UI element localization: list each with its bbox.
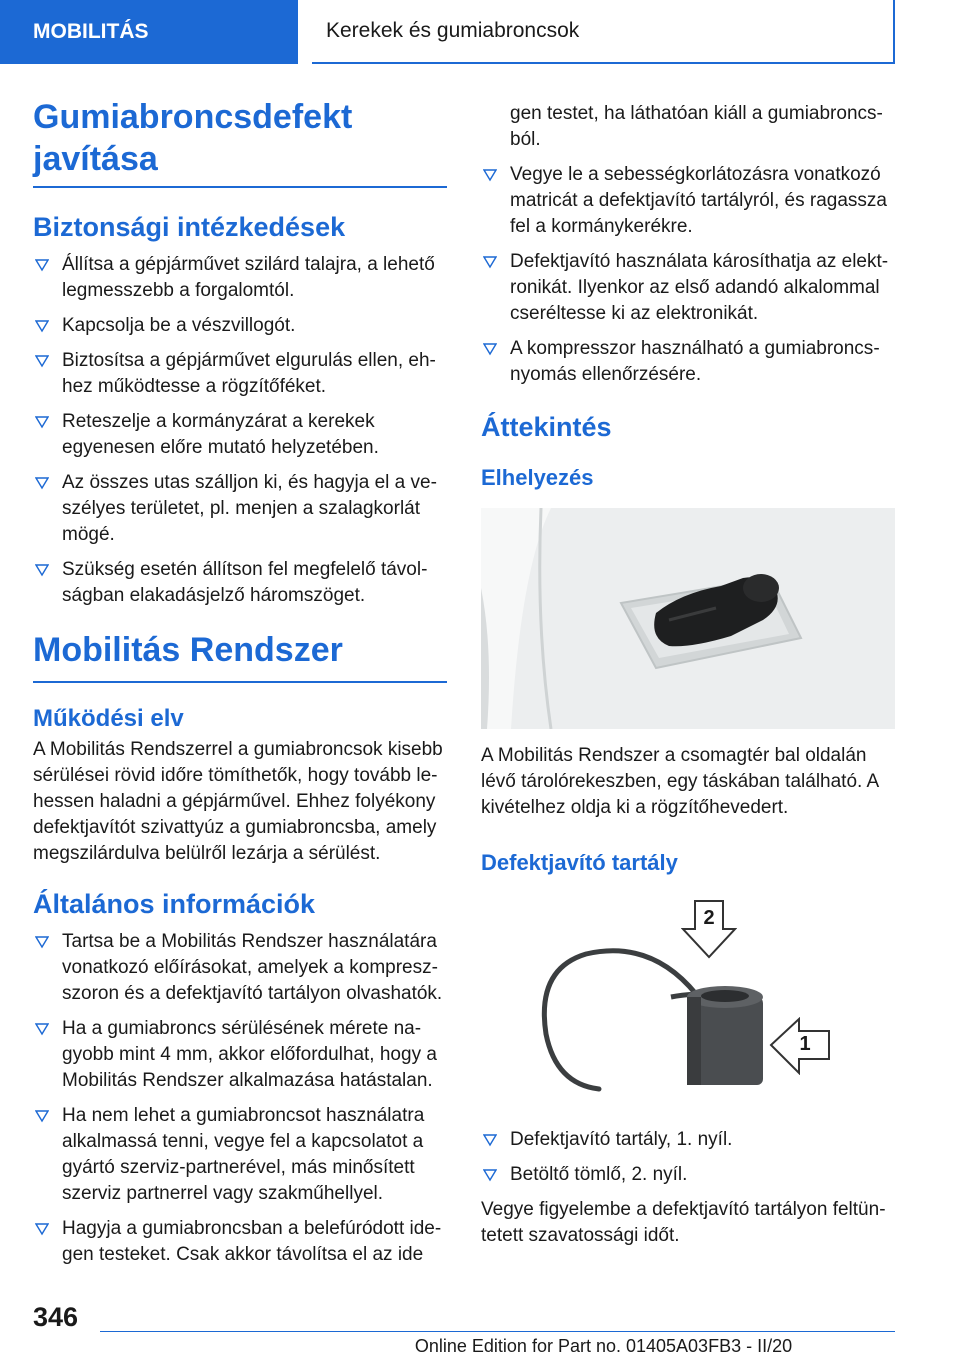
footer-divider: [100, 1331, 895, 1332]
section-tab: [0, 0, 298, 64]
note-text: Vegye figyelembe a defektjavító tartályon feltüntetett szavatossági időt.: [481, 1199, 886, 1246]
general-list: [33, 929, 447, 1268]
bullet-triangle-icon: [483, 255, 497, 269]
location-text: A Mobilitás Rendszer a csomagtér bal oldalán lévő tárolórekeszben, egy táskában található. A kivételhez oldja ki a rögzítőhevedert.: [481, 745, 879, 818]
bullet-triangle-icon: [35, 319, 49, 333]
page-title: Gumiabroncsdefekt javítása: [33, 96, 447, 188]
continuation-text: gen testet, ha láthatóan kiáll a gumiabroncsból.: [510, 103, 883, 150]
safety-heading: Biztonsági intézkedések: [33, 212, 346, 242]
list-item: Szükség esetén állítson fel megfelelő távolságban elakadásjelző háromszöget.: [33, 557, 447, 609]
overview-heading: Áttekintés: [481, 412, 612, 442]
bullet-triangle-icon: [35, 1109, 49, 1123]
bullet-triangle-icon: [35, 415, 49, 429]
bullet-triangle-icon: [483, 1168, 497, 1182]
list-item: A kompresszor használható a gumiabroncsnyomás ellenőrzésére.: [481, 336, 895, 388]
chapter-label: Kerekek és gumiabroncsok: [326, 19, 580, 42]
bullet-triangle-icon: [35, 354, 49, 368]
bullet-triangle-icon: [35, 1022, 49, 1036]
container-heading: Defektjavító tartály: [481, 850, 678, 875]
bullet-triangle-icon: [35, 1222, 49, 1236]
left-column: [33, 96, 447, 1277]
bullet-triangle-icon: [35, 476, 49, 490]
repair-container-figure: [481, 899, 895, 1099]
arrow-1-label: 1: [799, 1033, 811, 1055]
storage-compartment-illustration: [481, 508, 895, 729]
arrow-2-label: 2: [703, 907, 715, 929]
list-item: Kapcsolja be a vészvillogót.: [33, 313, 447, 339]
list-item: Defektjavító használata károsíthatja az elektronikát. Ilyenkor az első adandó alkalommal cseréltesse ki az elektronikát.: [481, 249, 895, 327]
principle-heading: Működési elv: [33, 705, 184, 732]
list-item: Ha nem lehet a gumiabroncsot használatra alkalmassá tenni, vegye fel a kapcsolatot a gyártó szerviz-partnerével, más minősített szerviz partnerrel vagy szakműhellyel.: [33, 1103, 447, 1207]
general-heading: Általános információk: [33, 889, 316, 919]
list-item: Állítsa a gépjárművet szilárd talajra, a lehető legmesszebb a forgalomtól.: [33, 252, 447, 304]
safety-list: [33, 252, 447, 609]
edition-text: Online Edition for Part no. 01405A03FB3 - II/20: [414, 1336, 793, 1356]
chapter-tab: [312, 0, 895, 64]
list-item: Reteszelje a kormányzárat a kerekek egyenesen előre mutató helyzetében.: [33, 409, 447, 461]
list-item: Az összes utas szálljon ki, és hagyja el a veszélyes területet, pl. menjen a szalagkorlát mögé.: [33, 470, 447, 548]
list-item: Betöltő tömlő, 2. nyíl.: [481, 1162, 895, 1188]
list-item: Hagyja a gumiabroncsban a belefúródott idegen testeket. Csak akkor távolítsa el az ide: [33, 1216, 447, 1268]
list-item: Biztosítsa a gépjárművet elgurulás ellen, ehhez működtesse a rögzítőféket.: [33, 348, 447, 400]
bullet-triangle-icon: [483, 342, 497, 356]
list-item: Vegye le a sebességkorlátozásra vonatkozó matricát a defektjavító tartályról, és ragassza fel a kormánykerékre.: [481, 162, 895, 240]
container-list: [481, 1127, 895, 1188]
bullet-triangle-icon: [35, 258, 49, 272]
list-item: Defektjavító tartály, 1. nyíl.: [481, 1127, 895, 1153]
location-heading: Elhelyezés: [481, 465, 594, 490]
page-number: 346: [33, 1302, 79, 1332]
bullet-triangle-icon: [35, 935, 49, 949]
right-column: [481, 101, 895, 1249]
bullet-triangle-icon: [483, 168, 497, 182]
list-item: Ha a gumiabroncs sérülésének mérete nagyobb mint 4 mm, akkor előfordulhat, hogy a Mobilitás Rendszer alkalmazása hatástalan.: [33, 1016, 447, 1094]
bullet-triangle-icon: [483, 1133, 497, 1147]
principle-text: A Mobilitás Rendszerrel a gumiabroncsok kisebb sérülései rövid időre tömíthetők, hogy tovább lehessen haladni a gépjárművel. Ehhez folyékony defektjavítót szivattyúz a gumiabroncsba, amely megszilárdulva belülről lezárja a sérülést.: [33, 739, 443, 864]
system-heading: Mobilitás Rendszer: [33, 629, 447, 683]
list-item: Tartsa be a Mobilitás Rendszer használatára vonatkozó előírásokat, amelyek a kompreszszoron és a defektjavító tartályon olvashatók.: [33, 929, 447, 1007]
section-label: MOBILITÁS: [33, 20, 149, 43]
storage-compartment-photo: [481, 508, 895, 729]
bullet-triangle-icon: [35, 563, 49, 577]
right-list: [481, 162, 895, 388]
